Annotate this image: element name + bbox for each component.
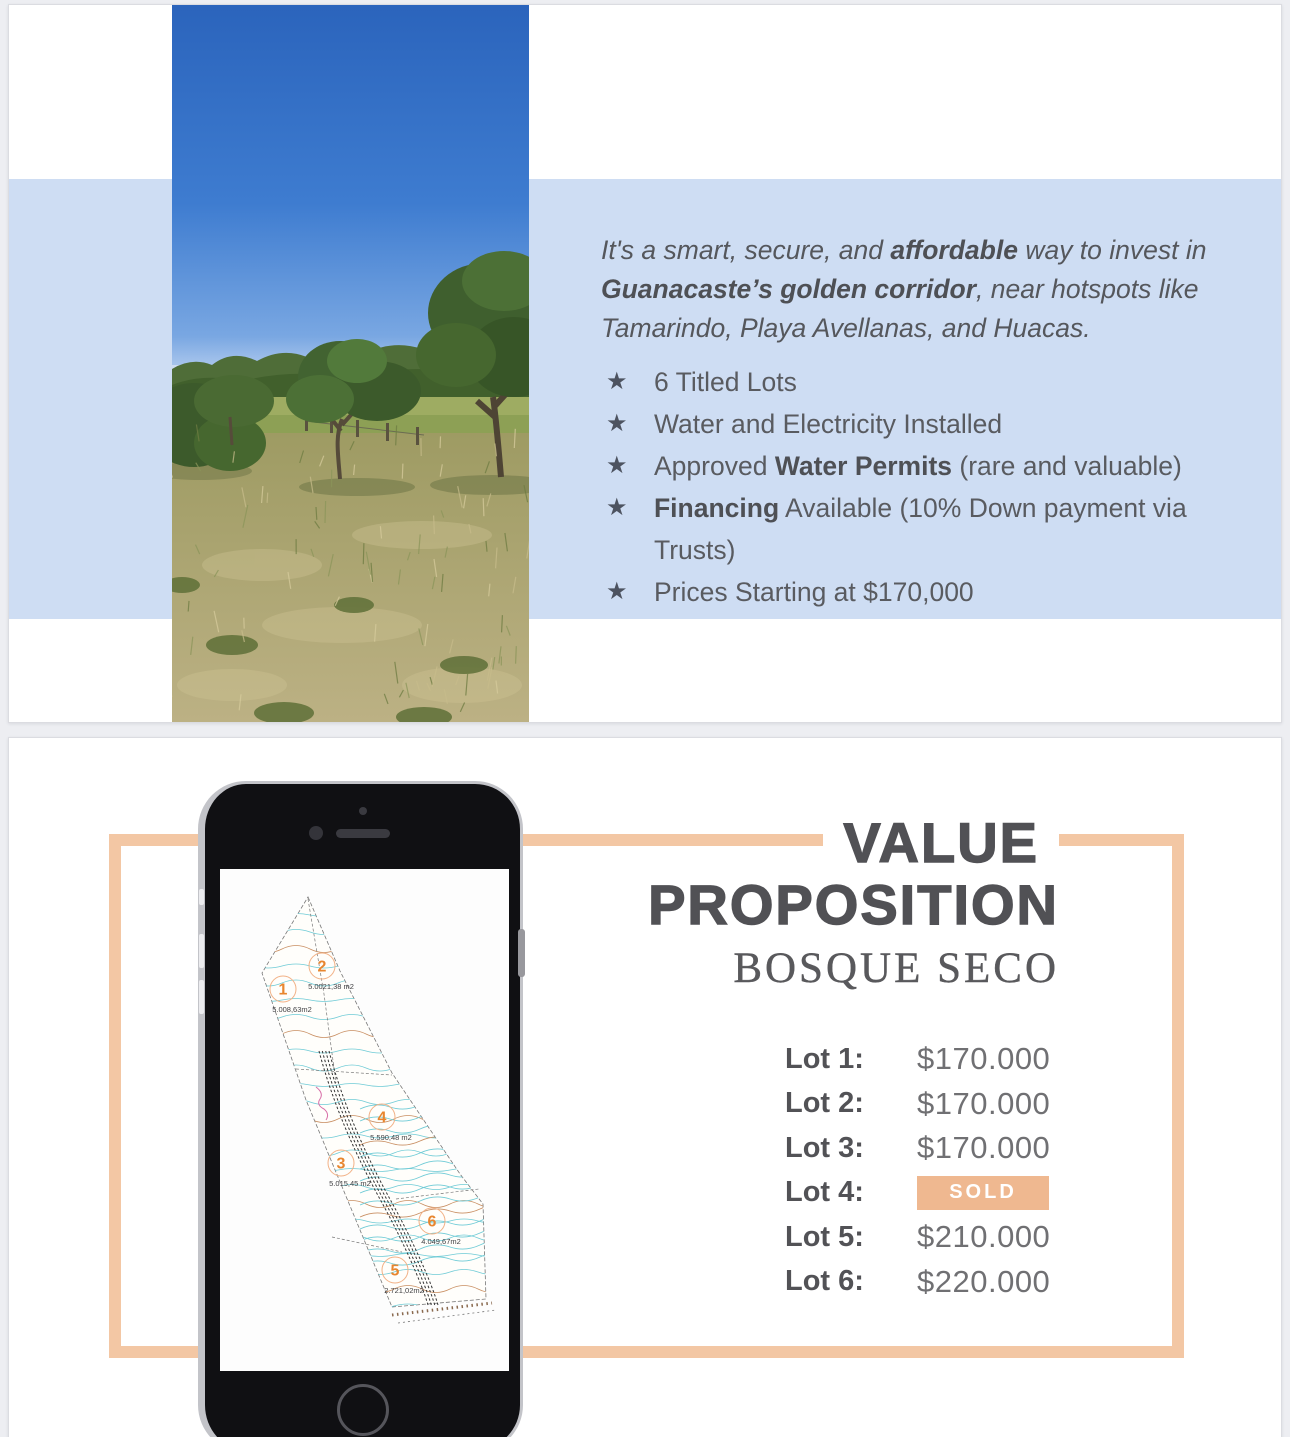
lot-label: Lot 5: — [785, 1220, 864, 1253]
lot-price: $220.000 — [917, 1263, 1051, 1299]
bullet-text: 6 Titled Lots — [654, 367, 797, 397]
slide-investment-highlights — [8, 4, 1282, 723]
bullet-item — [606, 361, 1218, 403]
lot-survey-map — [220, 869, 509, 1371]
lot-number: 3 — [336, 1155, 346, 1173]
price-row — [785, 1037, 1050, 1082]
lot-area-label: 5.008,63m2 — [272, 1005, 312, 1014]
lot-price: $210.000 — [917, 1219, 1051, 1255]
mute-switch — [199, 889, 204, 905]
price-row — [785, 1171, 1050, 1216]
bullet-list — [606, 361, 1218, 613]
price-row — [785, 1215, 1050, 1260]
price-row — [785, 1260, 1050, 1305]
star-bullet-icon: ★ — [606, 494, 628, 521]
paragraph-bold-corridor: Guanacaste’s golden corridor — [601, 274, 977, 304]
lot-area-label: 5.0021,38 m2 — [308, 982, 354, 991]
lot-number: 5 — [390, 1262, 400, 1280]
volume-down-button — [199, 980, 204, 1014]
volume-up-button — [199, 934, 204, 968]
speaker-icon — [336, 829, 390, 838]
phone-screen — [220, 869, 509, 1371]
price-row — [785, 1126, 1050, 1171]
front-camera-icon — [309, 826, 323, 840]
lot-area-label: 4.049,67m2 — [421, 1237, 461, 1246]
slide-title-line1-text: VALUE — [823, 812, 1059, 874]
lot-area-label: 5.015,45 m2 — [329, 1179, 371, 1188]
power-button — [518, 929, 525, 977]
field-photo — [172, 5, 529, 722]
intro-paragraph — [601, 231, 1213, 348]
lot-area-label: 2.721,02m2 — [384, 1286, 424, 1295]
bullet-text: Water and Electricity Installed — [654, 409, 1003, 439]
paragraph-segment: , near hotspots like Tamarindo, Playa Avellanas, and Huacas. — [601, 274, 1199, 343]
lot-label: Lot 4: — [785, 1176, 864, 1209]
star-bullet-icon: ★ — [606, 368, 628, 395]
lot-label: Lot 6: — [785, 1265, 864, 1298]
lot-area-label: 5.590,48 m2 — [370, 1133, 412, 1142]
lot-label: Lot 1: — [785, 1042, 864, 1075]
bullet-item — [606, 487, 1218, 571]
lot-number: 2 — [317, 958, 327, 976]
slide-title-line2: PROPOSITION — [648, 873, 1059, 936]
paragraph-segment: way to invest in — [1017, 235, 1207, 265]
bullet-item — [606, 403, 1218, 445]
bullet-text: Prices Starting at $170,000 — [654, 577, 974, 607]
phone-mockup — [198, 781, 523, 1437]
lot-number: 1 — [278, 981, 288, 999]
slide-subtitle: BOSQUE SECO — [733, 945, 1059, 992]
lot-price: $170.000 — [917, 1085, 1051, 1121]
price-list — [785, 1037, 1050, 1304]
slide-title-line1 — [648, 812, 1059, 874]
home-button-icon — [337, 1384, 389, 1436]
bullet-text: Approved Water Permits (rare and valuable) — [654, 451, 1182, 481]
paragraph-segment: It's a smart, secure, and — [601, 235, 891, 265]
bullet-item — [606, 571, 1218, 613]
star-bullet-icon: ★ — [606, 578, 628, 605]
lot-label: Lot 2: — [785, 1087, 864, 1120]
proximity-sensor-icon — [359, 807, 367, 815]
lot-price: $170.000 — [917, 1041, 1051, 1077]
lot-number: 6 — [427, 1213, 437, 1231]
lot-price: $170.000 — [917, 1130, 1051, 1166]
field-photo-illustration — [172, 5, 529, 722]
star-bullet-icon: ★ — [606, 410, 628, 437]
lot-number: 4 — [377, 1109, 387, 1127]
star-bullet-icon: ★ — [606, 452, 628, 479]
bullet-item — [606, 445, 1218, 487]
lot-label: Lot 3: — [785, 1131, 864, 1164]
sold-badge: SOLD — [917, 1176, 1049, 1210]
paragraph-bold-affordable: affordable — [890, 235, 1018, 265]
bullet-text: Financing Available (10% Down payment via Trusts) — [654, 493, 1187, 565]
price-row — [785, 1082, 1050, 1127]
title-block — [648, 812, 1059, 993]
slide-value-proposition — [8, 737, 1282, 1437]
